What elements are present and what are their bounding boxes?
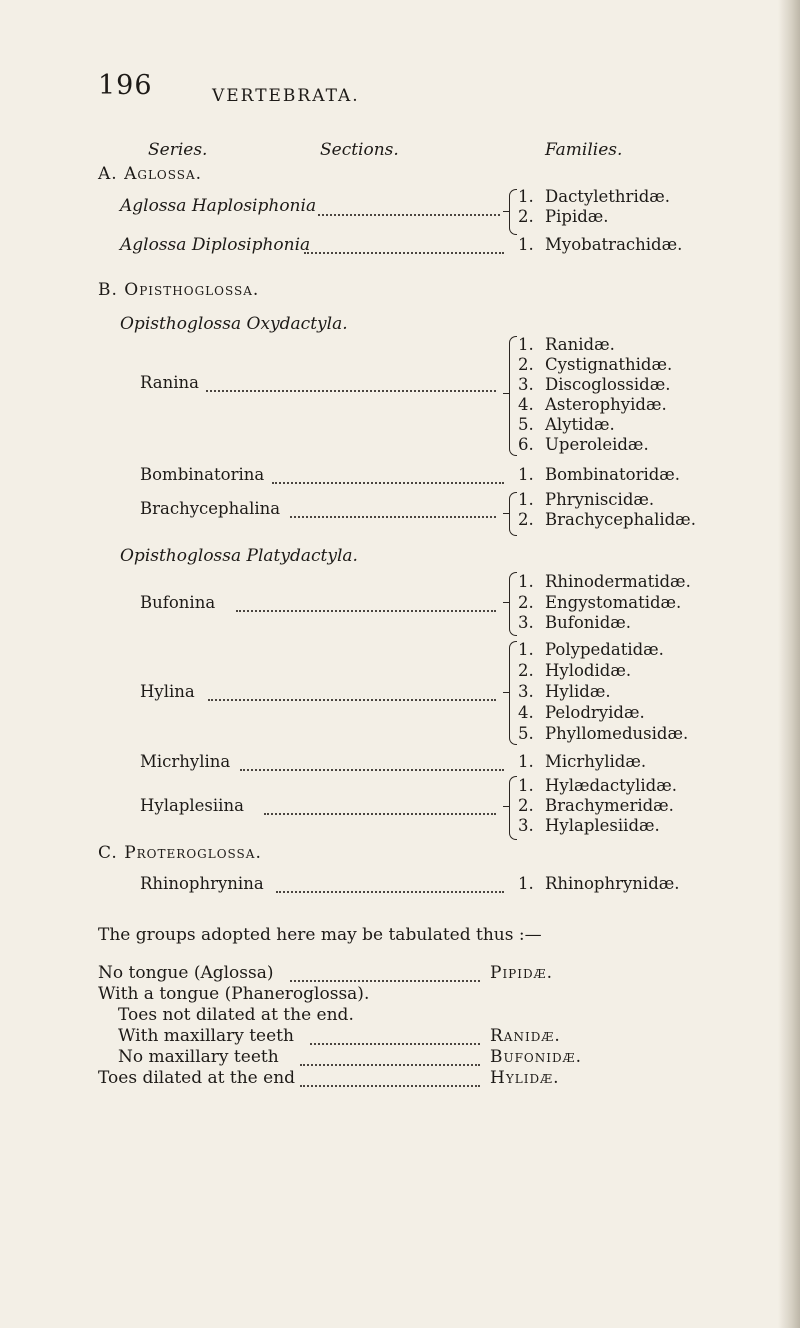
brace: [509, 641, 517, 745]
subhead-oxydactyla: Opisthoglossa Oxydactyla.: [120, 314, 348, 334]
family-number: 3.: [518, 682, 534, 701]
family-number: 3.: [518, 816, 534, 835]
family-name: Asterophyidæ.: [545, 395, 667, 414]
brace-point: [503, 806, 509, 807]
family-name: Alytidæ.: [545, 415, 615, 434]
brace-point: [503, 602, 509, 603]
brace: [509, 336, 517, 456]
section-name: Aglossa Haplosiphonia: [120, 196, 317, 216]
dot-leader: [318, 214, 500, 216]
family-number: 2.: [518, 207, 534, 226]
page-number: 196: [98, 70, 153, 101]
dot-leader: [304, 252, 504, 254]
brace-point: [503, 211, 509, 212]
brace: [509, 492, 517, 536]
tabulation-intro: The groups adopted here may be tabulated thus :—: [98, 925, 542, 945]
family-name: Bombinatoridæ.: [545, 465, 681, 484]
family-number: 1.: [518, 752, 534, 771]
dot-leader: [310, 1043, 480, 1045]
brace-point: [503, 513, 509, 514]
family-name: Phryniscidæ.: [545, 490, 655, 509]
brace: [509, 776, 517, 840]
family-name: Brachymeridæ.: [545, 796, 674, 815]
family-name: Ranidæ.: [545, 335, 615, 354]
family-number: 3.: [518, 613, 534, 632]
brace: [509, 189, 517, 235]
family-number: 1.: [518, 335, 534, 354]
family-name: Rhinodermatidæ.: [545, 572, 691, 591]
dot-leader: [300, 1085, 480, 1087]
group-label-aglossa: A. Aglossa.: [98, 164, 203, 184]
family-number: 1.: [518, 490, 534, 509]
tab-row-text: Toes not dilated at the end.: [118, 1005, 354, 1025]
family-number: 6.: [518, 435, 534, 454]
dot-leader: [240, 769, 504, 771]
tab-row-text: No maxillary teeth: [118, 1047, 279, 1067]
family-name: Hylidæ.: [545, 682, 611, 701]
section-name: Micrhylina: [140, 752, 231, 771]
section-name: Hylina: [140, 682, 195, 701]
family-number: 1.: [518, 465, 534, 484]
dot-leader: [300, 1064, 480, 1066]
brace-point: [503, 393, 509, 394]
family-number: 5.: [518, 724, 534, 743]
family-name: Phyllomedusidæ.: [545, 724, 689, 743]
family-name: Pelodryidæ.: [545, 703, 645, 722]
dot-leader: [290, 980, 480, 982]
section-name: Brachycephalina: [140, 499, 281, 518]
family-name: Discoglossidæ.: [545, 375, 671, 394]
dot-leader: [276, 891, 504, 893]
family-number: 1.: [518, 776, 534, 795]
family-name: Polypedatidæ.: [545, 640, 664, 659]
section-name: Hylaplesiina: [140, 796, 244, 815]
family-number: 3.: [518, 375, 534, 394]
family-number: 4.: [518, 395, 534, 414]
family-name: Engystomatidæ.: [545, 593, 682, 612]
section-name: Rhinophrynina: [140, 874, 264, 893]
family-number: 2.: [518, 510, 534, 529]
tab-row-result: Bufonidæ.: [490, 1047, 583, 1067]
family-name: Bufonidæ.: [545, 613, 632, 632]
tab-row-result: Pipidæ.: [490, 963, 554, 983]
family-number: 2.: [518, 355, 534, 374]
group-label-proteroglossa: C. Proteroglossa.: [98, 843, 262, 863]
family-number: 2.: [518, 593, 534, 612]
family-name: Hylædactylidæ.: [545, 776, 677, 795]
tab-row-text: No tongue (Aglossa): [98, 963, 274, 983]
page-edge-shadow: [778, 0, 800, 1328]
family-number: 5.: [518, 415, 534, 434]
subhead-platydactyla: Opisthoglossa Platydactyla.: [120, 546, 358, 566]
family-name: Rhinophrynidæ.: [545, 874, 680, 893]
family-number: 1.: [518, 572, 534, 591]
family-name: Dactylethridæ.: [545, 187, 671, 206]
family-name: Myobatrachidæ.: [545, 235, 683, 254]
family-name: Brachycephalidæ.: [545, 510, 696, 529]
column-header-series: Series.: [148, 140, 208, 160]
brace: [509, 572, 517, 636]
tab-row-text: Toes dilated at the end: [98, 1068, 296, 1088]
family-number: 1.: [518, 874, 534, 893]
dot-leader: [208, 699, 496, 701]
family-number: 4.: [518, 703, 534, 722]
dot-leader: [264, 813, 496, 815]
family-number: 1.: [518, 640, 534, 659]
brace-point: [503, 692, 509, 693]
column-header-families: Families.: [545, 140, 623, 160]
tab-row-text: With maxillary teeth: [118, 1026, 294, 1046]
tab-row-result: Hylidæ.: [490, 1068, 560, 1088]
family-name: Uperoleidæ.: [545, 435, 649, 454]
family-number: 1.: [518, 235, 534, 254]
column-header-sections: Sections.: [320, 140, 399, 160]
dot-leader: [206, 390, 496, 392]
section-name: Bufonina: [140, 593, 216, 612]
section-name: Ranina: [140, 373, 200, 392]
family-name: Hylaplesiidæ.: [545, 816, 660, 835]
tab-row-text: With a tongue (Phaneroglossa).: [98, 984, 370, 1004]
running-head: VERTEBRATA.: [212, 86, 360, 106]
family-number: 2.: [518, 796, 534, 815]
group-label-opisthoglossa: B. Opisthoglossa.: [98, 280, 260, 300]
tab-row-result: Ranidæ.: [490, 1026, 561, 1046]
dot-leader: [272, 482, 504, 484]
section-name: Aglossa Diplosiphonia: [120, 235, 311, 255]
family-name: Hylodidæ.: [545, 661, 632, 680]
family-name: Pipidæ.: [545, 207, 609, 226]
family-name: Cystignathidæ.: [545, 355, 673, 374]
dot-leader: [236, 610, 496, 612]
dot-leader: [290, 516, 496, 518]
section-name: Bombinatorina: [140, 465, 265, 484]
family-number: 2.: [518, 661, 534, 680]
family-number: 1.: [518, 187, 534, 206]
family-name: Micrhylidæ.: [545, 752, 647, 771]
